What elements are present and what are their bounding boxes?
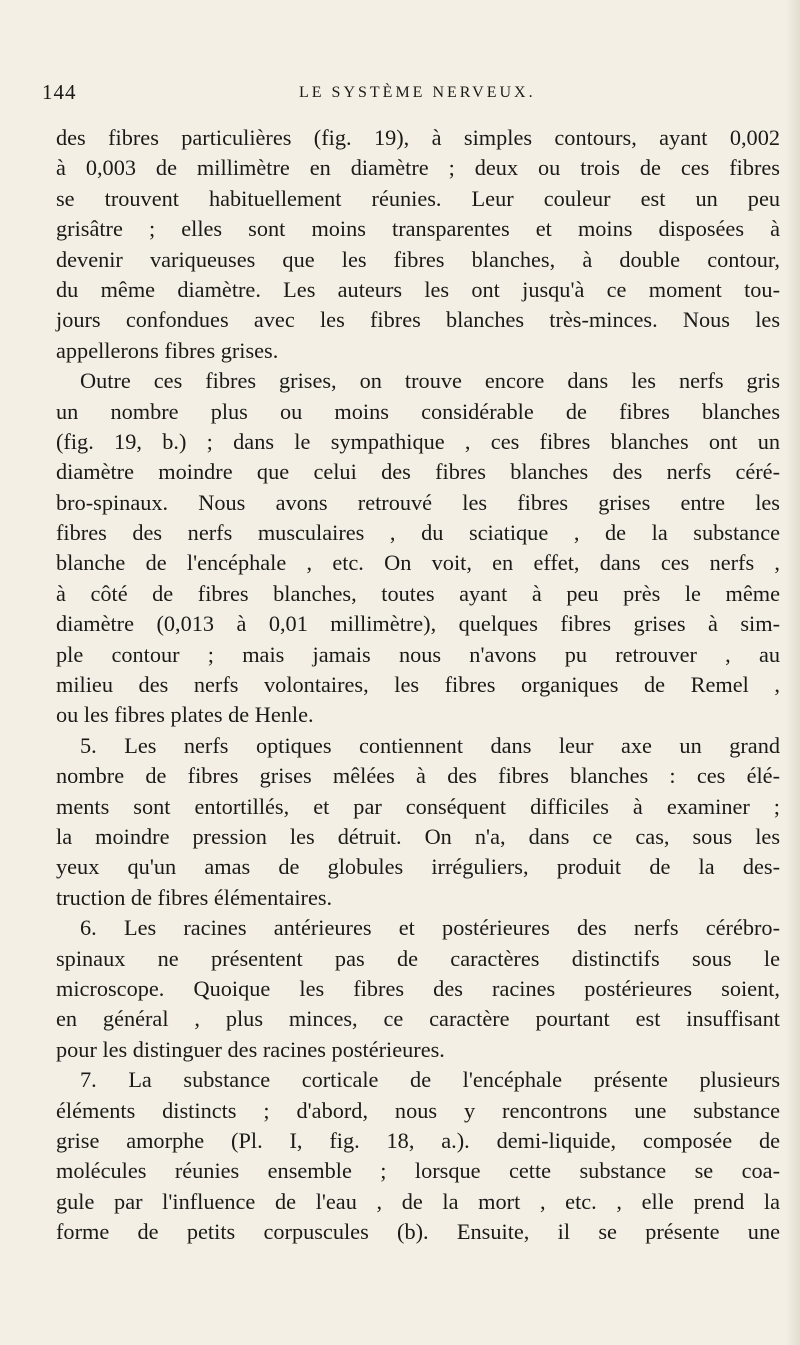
text-line: grisâtre ; elles sont moins transparentes et moins disposées à bbox=[56, 216, 780, 242]
text-line: 7. La substance corticale de l'encéphale présente plusieurs bbox=[80, 1067, 780, 1093]
page-edge-shadow bbox=[786, 0, 800, 1345]
page-header bbox=[34, 80, 774, 110]
text-line: appellerons fibres grises. bbox=[56, 337, 279, 363]
text-line: bro-spinaux. Nous avons retrouvé les fibres grises entre les bbox=[56, 489, 780, 515]
text-line: éléments distincts ; d'abord, nous y rencontrons une substance bbox=[56, 1097, 780, 1123]
text-line: des fibres particulières (fig. 19), à simples contours, ayant 0,002 bbox=[56, 125, 780, 150]
text-line: ments sont entortillés, et par conséquent difficiles à examiner ; bbox=[56, 793, 780, 819]
text-line: à 0,003 de millimètre en diamètre ; deux ou trois de ces fibres bbox=[56, 155, 780, 181]
text-line: jours confondues avec les fibres blanches très-minces. Nous les bbox=[56, 307, 780, 333]
text-line: gule par l'influence de l'eau , de la mort , etc. , elle prend la bbox=[56, 1188, 780, 1214]
text-line: se trouvent habituellement réunies. Leur couleur est un peu bbox=[56, 185, 780, 211]
text-line: en général , plus minces, ce caractère pourtant est insuffisant bbox=[56, 1006, 780, 1032]
text-line: Outre ces fibres grises, on trouve encore dans les nerfs gris bbox=[80, 368, 780, 394]
text-line: truction de fibres élémentaires. bbox=[56, 884, 333, 910]
text-line: spinaux ne présentent pas de caractères distinctifs sous le bbox=[56, 945, 780, 971]
running-title: LE SYSTÈME NERVEUX. bbox=[299, 84, 536, 101]
text-line: un nombre plus ou moins considérable de fibres blanches bbox=[56, 398, 780, 424]
text-line: fibres des nerfs musculaires , du sciatique , de la substance bbox=[56, 520, 780, 546]
text-line: diamètre (0,013 à 0,01 millimètre), quelques fibres grises à sim- bbox=[56, 611, 780, 637]
text-line: forme de petits corpuscules (b). Ensuite, il se présente une bbox=[56, 1219, 780, 1245]
text-line: (fig. 19, b.) ; dans le sympathique , ces fibres blanches ont un bbox=[56, 428, 780, 454]
body-text bbox=[56, 123, 780, 1247]
text-line: ou les fibres plates de Henle. bbox=[56, 702, 314, 728]
text-line: nombre de fibres grises mêlées à des fibres blanches : ces élé- bbox=[56, 763, 780, 789]
text-line: devenir variqueuses que les fibres blanches, à double contour, bbox=[56, 246, 780, 272]
text-line: pour les distinguer des racines postérieures. bbox=[56, 1036, 445, 1062]
text-line: molécules réunies ensemble ; lorsque cette substance se coa- bbox=[56, 1158, 780, 1184]
text-line: grise amorphe (Pl. I, fig. 18, a.). demi-liquide, composée de bbox=[56, 1127, 780, 1153]
text-line: yeux qu'un amas de globules irréguliers, produit de la des- bbox=[56, 854, 780, 880]
text-line: 6. Les racines antérieures et postérieures des nerfs cérébro- bbox=[80, 915, 780, 941]
text-line: blanche de l'encéphale , etc. On voit, en effet, dans ces nerfs , bbox=[56, 550, 780, 576]
text-line: du même diamètre. Les auteurs les ont jusqu'à ce moment tou- bbox=[56, 276, 780, 302]
page-number: 144 bbox=[42, 80, 77, 104]
text-line: la moindre pression les détruit. On n'a, dans ce cas, sous les bbox=[56, 823, 780, 849]
text-line: ple contour ; mais jamais nous n'avons pu retrouver , au bbox=[56, 641, 780, 667]
text-line: 5. Les nerfs optiques contiennent dans leur axe un grand bbox=[80, 732, 780, 758]
text-line: milieu des nerfs volontaires, les fibres organiques de Remel , bbox=[56, 672, 780, 698]
text-line: diamètre moindre que celui des fibres blanches des nerfs céré- bbox=[56, 459, 780, 485]
text-line: microscope. Quoique les fibres des racines postérieures soient, bbox=[56, 975, 780, 1001]
text-line: à côté de fibres blanches, toutes ayant à peu près le même bbox=[56, 580, 780, 606]
